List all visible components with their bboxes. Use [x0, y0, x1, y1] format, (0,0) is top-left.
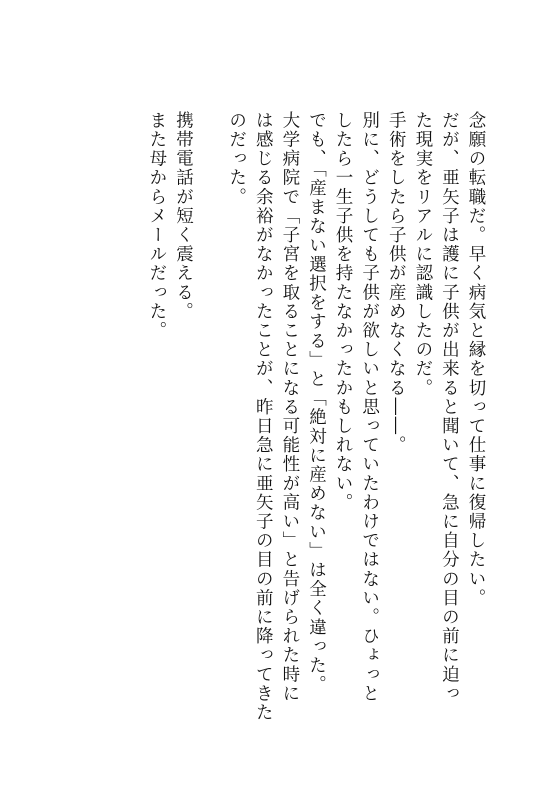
- text-column-7: でも、「産まない選択をする」と「絶対に産めない」は全く違った。: [306, 111, 327, 695]
- text-column-10: のだった。: [226, 111, 247, 207]
- text-column-8: 大学病院で「子宮を取ることになる可能性が高い」と告げられた時に: [279, 111, 300, 704]
- text-column-4: 手術をしたら子供が産めなくなる――。: [386, 111, 407, 455]
- text-column-12: 携帯電話が短く震える。: [173, 111, 194, 322]
- vertical-text-block: [143, 111, 489, 741]
- text-column-5: 別に、どうしても子供が欲しいと思っていたわけではない。ひょっと: [359, 111, 380, 704]
- text-column-2: だが、亜矢子は護に子供が出来ると聞いて、急に自分の目の前に迫っ: [439, 111, 460, 704]
- text-column-3: た現実をリアルに認識したのだ。: [412, 111, 433, 398]
- text-column-1: 念願の転職だ。早く病気と縁を切って仕事に復帰したい。: [466, 111, 486, 608]
- text-column-6: したら一生子供を持たなかったかもしれない。: [333, 111, 354, 513]
- text-column-13: また母からメールだった。: [146, 111, 167, 341]
- blank-column: [196, 111, 223, 741]
- text-column-9: は感じる余裕がなかったことが、昨日急に亜矢子の目の前に降ってきた: [253, 111, 274, 723]
